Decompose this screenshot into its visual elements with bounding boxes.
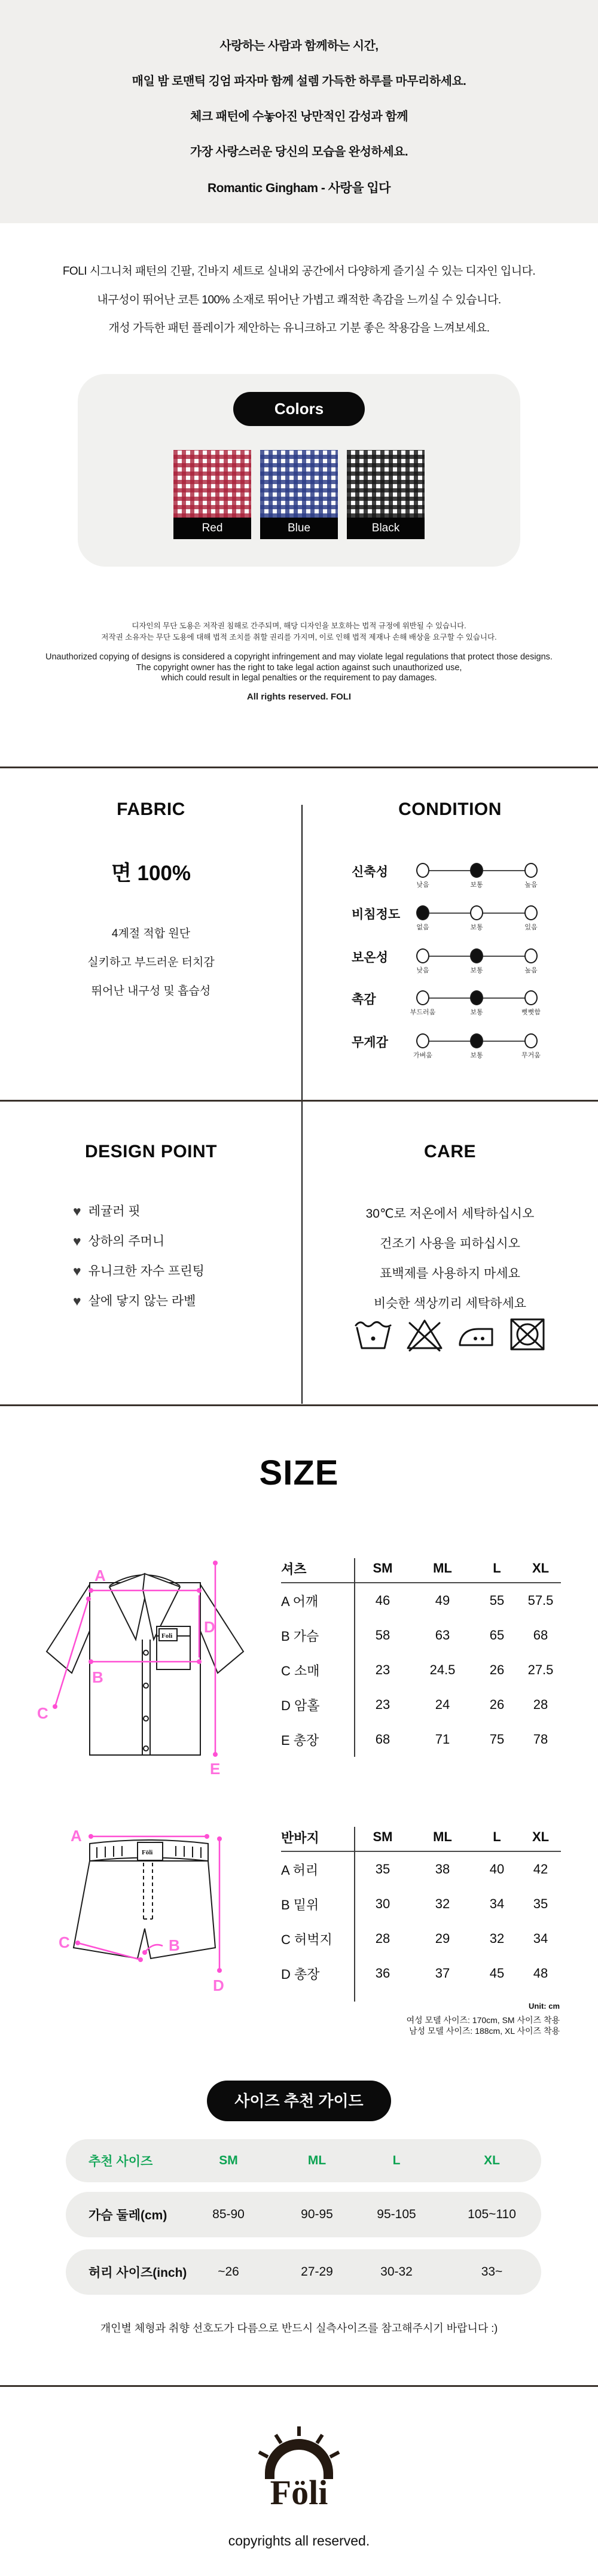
row-label: E 총장	[281, 1732, 319, 1748]
table-row	[281, 1921, 561, 1956]
col-header: SM	[373, 1561, 393, 1576]
svg-text:C: C	[59, 1933, 70, 1951]
copyright-kr-line: 디자인의 무단 도용은 저작권 침해로 간주되며, 해당 디자인을 보호하는 법적 규정에 위반될 수 있습니다.	[132, 622, 466, 630]
copyright-kr-line: 저작권 소유자는 무단 도용에 대해 법적 조치를 취할 권리를 가지며, 이로 인해 법적 제재나 손해 배상을 요구할 수 있습니다.	[101, 633, 497, 641]
cell: 23	[375, 1662, 390, 1677]
row-label: A 어깨	[281, 1593, 319, 1609]
size-guide-title-pill: 사이즈 추천 가이드	[207, 2081, 391, 2121]
guide-cell: 85-90	[212, 2207, 245, 2221]
guide-cell: 105~110	[468, 2207, 516, 2221]
heart-icon: ♥	[73, 1263, 81, 1279]
row-label: B 가슴	[281, 1628, 319, 1644]
hero-line: 사랑하는 사람과 함께하는 시간,	[219, 39, 379, 53]
design-point-item	[73, 1291, 196, 1309]
table-header-row	[281, 1823, 561, 1851]
cell: 35	[375, 1862, 390, 1877]
table-row	[281, 1618, 561, 1653]
table-row	[281, 1722, 561, 1757]
swatch-red	[173, 450, 251, 539]
size-notes	[407, 2002, 560, 2036]
cell: 26	[489, 1662, 505, 1677]
gingham-black-fabric	[347, 450, 425, 518]
cell: 24.5	[429, 1662, 456, 1677]
condition-heading: CONDITION	[398, 799, 502, 819]
cell: 29	[435, 1931, 450, 1946]
scale-tag: 보통	[470, 967, 483, 974]
scale-tag: 뻣뻣함	[521, 1009, 541, 1016]
condition-label: 신축성	[352, 865, 388, 879]
svg-text:C: C	[37, 1704, 48, 1722]
hero-section	[0, 0, 598, 223]
condition-label: 비침정도	[352, 908, 401, 921]
condition-label: 촉감	[352, 993, 376, 1006]
scale-tag: 보통	[470, 1052, 483, 1059]
guide-header-label: 추천 사이즈	[89, 2155, 153, 2169]
scale-tag: 낮음	[416, 967, 429, 974]
care-heading: CARE	[423, 1142, 476, 1161]
no-bleach-icon	[404, 1315, 445, 1352]
cell: 49	[435, 1593, 450, 1608]
care-instruction: 표백제를 사용하지 마세요	[380, 1267, 520, 1281]
shorts-diagram	[54, 1828, 233, 2005]
colors-card	[78, 374, 520, 567]
guide-cell: 33~	[481, 2265, 503, 2279]
sunrise-logo-icon	[257, 2419, 341, 2480]
heart-icon: ♥	[73, 1203, 81, 1219]
heart-icon: ♥	[73, 1233, 81, 1249]
scale-dot	[416, 905, 429, 920]
svg-text:D: D	[213, 1976, 224, 1994]
cell: 75	[489, 1732, 505, 1747]
cell: 24	[435, 1697, 450, 1712]
care-instruction: 건조기 사용을 피하십시오	[380, 1237, 520, 1251]
table-vline	[354, 1558, 355, 1757]
scale-dot	[524, 1033, 538, 1048]
condition-label: 보온성	[352, 951, 388, 965]
guide-col: ML	[307, 2154, 327, 2167]
scale-dot	[524, 948, 538, 963]
scale-tag: 낮음	[416, 881, 429, 889]
svg-text:B: B	[92, 1668, 103, 1686]
colors-title-pill: Colors	[233, 392, 365, 426]
design-point-item	[73, 1261, 205, 1279]
svg-text:A: A	[94, 1567, 106, 1584]
cell: 48	[533, 1966, 548, 1981]
cell: 30	[375, 1896, 390, 1911]
shirt-diagram	[30, 1556, 251, 1840]
design-point-text: 살에 닿지 않는 라벨	[88, 1294, 196, 1308]
guide-row-waist	[66, 2249, 541, 2295]
cell: 78	[533, 1732, 548, 1747]
design-point-heading: DESIGN POINT	[84, 1142, 218, 1161]
cell: 28	[533, 1697, 548, 1712]
hero-tagline: Romantic Gingham - 사랑을 입다	[208, 181, 390, 195]
scale-dot	[470, 1033, 483, 1048]
fabric-feature: 실키하고 부드러운 터치감	[87, 956, 215, 969]
cell: 32	[435, 1896, 450, 1911]
scale-dot	[416, 863, 429, 878]
swatch-blue	[260, 450, 338, 539]
scale-tag: 높음	[524, 881, 538, 889]
copyright-en-line: The copyright owner has the right to take legal action against such unauthorized use,	[136, 663, 462, 673]
care-instruction: 비슷한 색상끼리 세탁하세요	[373, 1297, 527, 1310]
unit-note: Unit: cm	[529, 2002, 560, 2011]
swatch-black	[347, 450, 425, 539]
column-divider	[301, 805, 303, 1100]
scale-dot	[416, 948, 429, 963]
scale-tag: 무거움	[521, 1052, 541, 1059]
design-point-text: 유니크한 자수 프린팅	[88, 1264, 205, 1278]
cell: 34	[489, 1896, 505, 1911]
scale-dot	[416, 990, 429, 1005]
scale-dot	[470, 948, 483, 963]
guide-row-chest	[66, 2192, 541, 2237]
table-vline	[354, 1827, 355, 2002]
care-icons-row	[302, 1315, 598, 1352]
cell: 38	[435, 1862, 450, 1877]
cell: 27.5	[527, 1662, 554, 1677]
svg-text:A: A	[71, 1828, 82, 1845]
cell: 42	[533, 1862, 548, 1877]
design-point-item	[73, 1231, 164, 1249]
cell: 68	[533, 1628, 548, 1643]
cell: 36	[375, 1966, 390, 1981]
care-instruction: 30℃로 저온에서 세탁하십시오	[365, 1207, 535, 1221]
intro-line: FOLI 시그니처 패턴의 긴팔, 긴바지 세트로 실내외 공간에서 다양하게 즐기실 수 있는 디자인 입니다.	[62, 265, 536, 278]
col-header: ML	[433, 1561, 452, 1576]
cell: 55	[489, 1593, 505, 1608]
cell: 26	[489, 1697, 505, 1712]
row-label: B 밑위	[281, 1897, 319, 1912]
table-row	[281, 1583, 561, 1618]
guide-cell: ~26	[218, 2265, 239, 2279]
table-row	[281, 1852, 561, 1887]
scale-tag: 부드러움	[410, 1009, 436, 1016]
cell: 63	[435, 1628, 450, 1643]
row-label: D 암홀	[281, 1698, 320, 1713]
hero-line: 매일 밤 로맨틱 깅엄 파자마 함께 설렘 가득한 하루를 마무리하세요.	[132, 75, 466, 88]
cell: 71	[435, 1732, 450, 1747]
table-row	[281, 1956, 561, 1991]
cell: 23	[375, 1697, 390, 1712]
col-header: L	[493, 1561, 501, 1576]
design-point-item	[73, 1202, 141, 1219]
intro-line: 개성 가득한 패턴 플레이가 제안하는 유니크하고 기분 좋은 착용감을 느껴보세요.	[108, 322, 490, 334]
svg-text:Föli: Föli	[142, 1849, 153, 1856]
divider	[0, 2385, 598, 2387]
design-point-text: 레귤러 핏	[88, 1205, 141, 1218]
hero-line: 체크 패턴에 수놓아진 낭만적인 감성과 함께	[190, 110, 408, 123]
guide-cell: 95-105	[377, 2207, 416, 2221]
guide-header-bar	[66, 2139, 541, 2182]
footer-copyright: copyrights all reserved.	[228, 2533, 370, 2548]
col-header: XL	[532, 1829, 550, 1844]
cell: 45	[489, 1966, 505, 1981]
fabric-heading: FABRIC	[117, 799, 185, 819]
fabric-material: 면 100%	[111, 862, 191, 885]
model-info: 여성 모델 사이즈: 170cm, SM 사이즈 착용	[406, 2015, 560, 2025]
scale-tag: 높음	[524, 967, 538, 974]
row-label: A 허리	[281, 1862, 319, 1878]
scale-dot	[470, 990, 483, 1005]
heart-icon: ♥	[73, 1293, 81, 1309]
cell: 37	[435, 1966, 450, 1981]
all-rights-reserved: All rights reserved. FOLI	[246, 692, 352, 702]
table-title: 셔츠	[281, 1561, 307, 1577]
gingham-red-fabric	[173, 450, 251, 518]
guide-cell: 27-29	[301, 2265, 333, 2279]
row-label: D 총장	[281, 1966, 320, 1982]
svg-text:B: B	[169, 1936, 180, 1954]
svg-text:D: D	[204, 1618, 215, 1636]
size-title: SIZE	[259, 1453, 339, 1492]
col-header: ML	[433, 1829, 452, 1844]
cell: 57.5	[527, 1593, 554, 1608]
col-header: L	[493, 1829, 501, 1844]
cell: 32	[489, 1931, 505, 1946]
table-header-row	[281, 1555, 561, 1582]
guide-row-label: 가슴 둘레(cm)	[89, 2209, 167, 2222]
wash-30-icon	[353, 1315, 393, 1352]
guide-cell: 30-32	[380, 2265, 413, 2279]
copyright-en-line: Unauthorized copying of designs is considered a copyright infringement and may violate legal regulations that protect those designs.	[45, 652, 553, 662]
scale-dot	[470, 905, 483, 920]
scale-tag: 가벼움	[413, 1052, 432, 1059]
guide-col: SM	[219, 2154, 238, 2167]
divider	[0, 1404, 598, 1406]
scale-tag: 보통	[470, 881, 483, 889]
intro-line: 내구성이 뛰어난 코튼 100% 소재로 뛰어난 가볍고 쾌적한 촉감을 느끼실 수 있습니다.	[97, 294, 501, 306]
guide-cell: 90-95	[301, 2207, 333, 2221]
cell: 35	[533, 1896, 548, 1911]
row-label: C 소매	[281, 1663, 320, 1678]
iron-icon	[456, 1315, 496, 1352]
fabric-feature: 뛰어난 내구성 및 흡습성	[91, 985, 211, 997]
table-row	[281, 1887, 561, 1921]
hero-line: 가장 사랑스러운 당신의 모습을 완성하세요.	[190, 145, 408, 159]
svg-text:E: E	[210, 1760, 221, 1778]
scale-tag: 없음	[416, 924, 429, 931]
col-header: SM	[373, 1829, 393, 1844]
scale-tag: 보통	[470, 1009, 483, 1016]
guide-col: XL	[484, 2154, 500, 2167]
scale-tag: 있음	[524, 924, 538, 931]
cell: 40	[489, 1862, 505, 1877]
col-header: XL	[532, 1561, 550, 1576]
table-row	[281, 1653, 561, 1687]
scale-dot	[524, 990, 538, 1005]
brand-wordmark: Föli	[270, 2473, 328, 2512]
gingham-blue-fabric	[260, 450, 338, 518]
swatch-label: Black	[347, 518, 425, 539]
cell: 46	[375, 1593, 390, 1608]
svg-text:Foli: Foli	[161, 1632, 173, 1640]
scale-dot	[470, 863, 483, 878]
cell: 68	[375, 1732, 390, 1747]
scale-dot	[524, 863, 538, 878]
swatch-label: Red	[173, 518, 251, 539]
divider	[0, 1100, 598, 1102]
table-title: 반바지	[281, 1830, 319, 1845]
guide-note: 개인별 체형과 취향 선호도가 다름으로 반드시 실측사이즈를 참고해주시기 바랍니다 :)	[100, 2322, 498, 2334]
shirt-size-table	[281, 1555, 561, 1757]
scale-dot	[416, 1033, 429, 1048]
divider	[0, 767, 598, 768]
copyright-en-line: which could result in legal penalties or the requirement to pay damages.	[161, 673, 437, 683]
shorts-size-table	[281, 1823, 561, 1991]
guide-row-label: 허리 사이즈(inch)	[89, 2266, 187, 2280]
scale-tag: 보통	[470, 924, 483, 931]
cell: 65	[489, 1628, 505, 1643]
cell: 58	[375, 1628, 390, 1643]
cell: 34	[533, 1931, 548, 1946]
scale-dot	[524, 905, 538, 920]
guide-col: L	[392, 2154, 401, 2167]
model-info: 남성 모델 사이즈: 188cm, XL 사이즈 착용	[408, 2026, 560, 2036]
table-row	[281, 1687, 561, 1722]
fabric-feature: 4계절 적합 원단	[111, 927, 191, 940]
swatch-label: Blue	[260, 518, 338, 539]
row-label: C 허벅지	[281, 1932, 332, 1947]
cell: 28	[375, 1931, 390, 1946]
design-point-text: 상하의 주머니	[88, 1234, 165, 1248]
condition-label: 무게감	[352, 1036, 388, 1050]
no-tumble-dry-icon	[507, 1315, 548, 1352]
swatch-row	[173, 450, 425, 539]
